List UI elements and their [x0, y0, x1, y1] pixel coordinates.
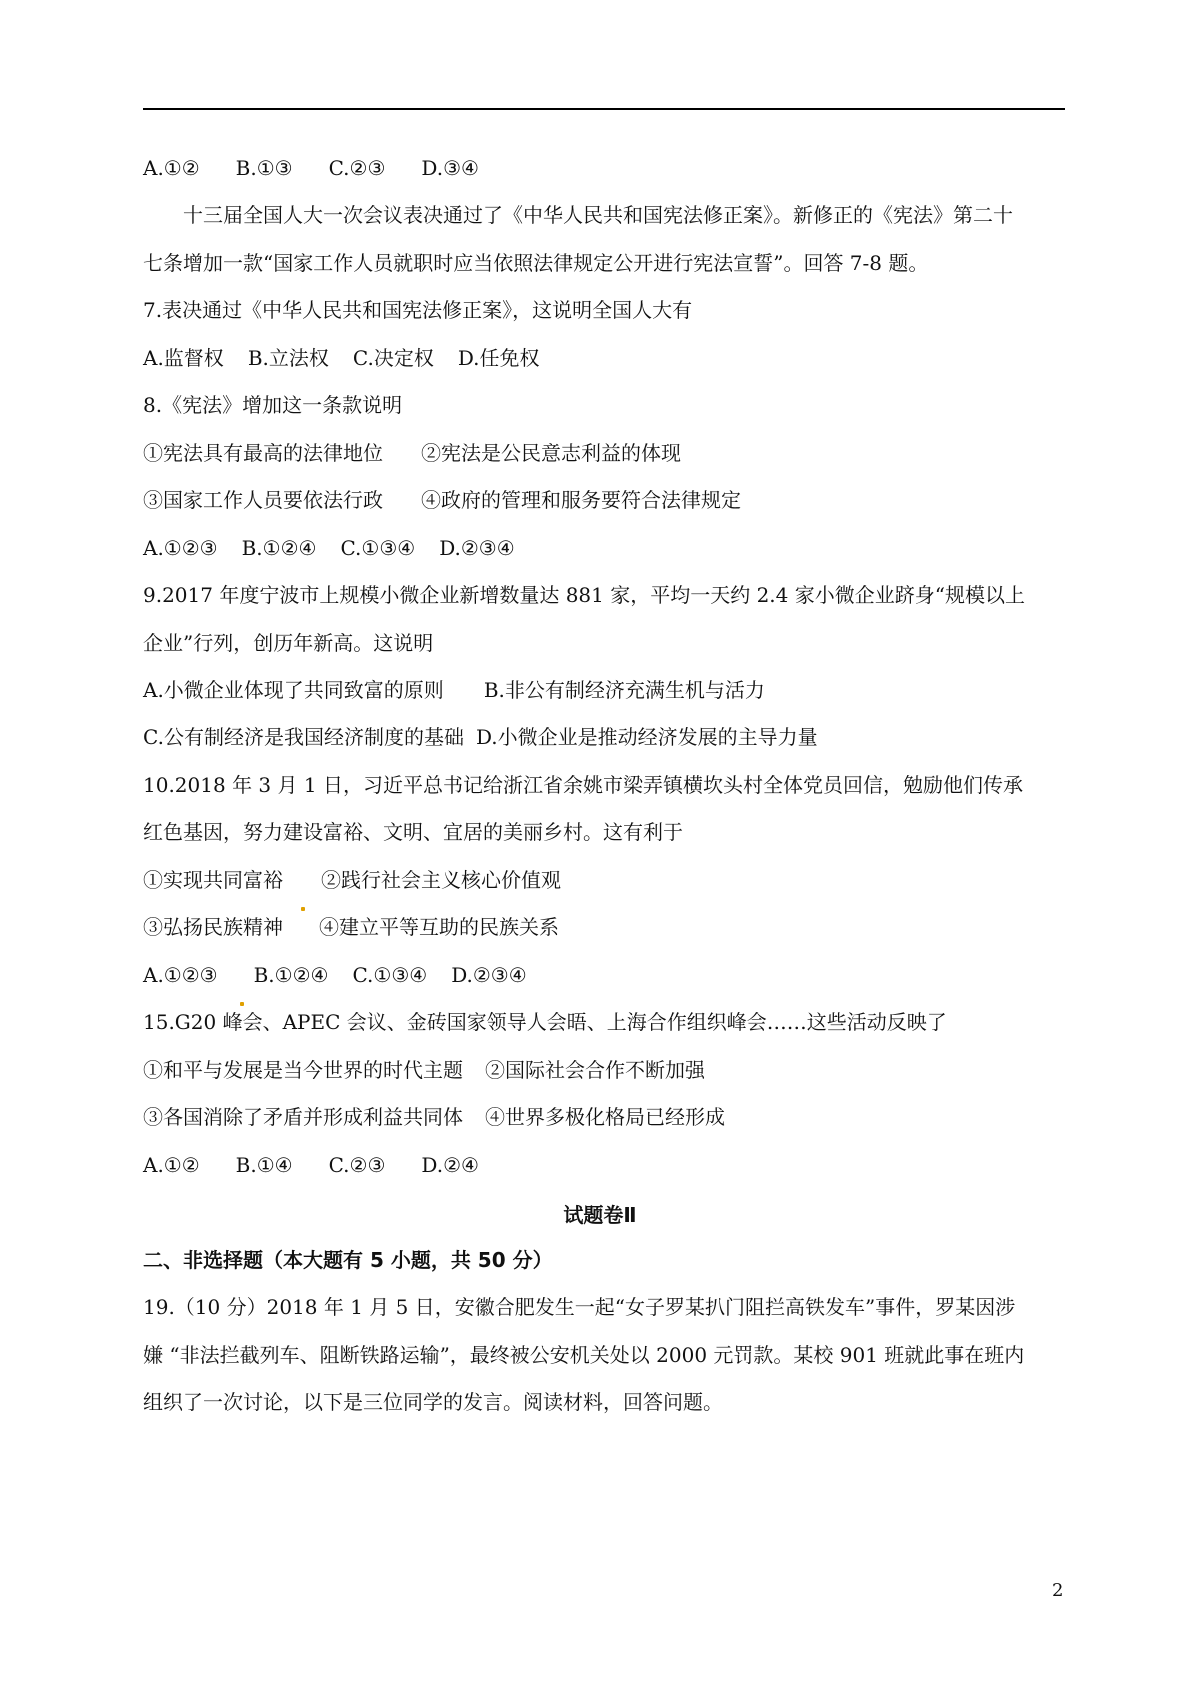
option-a: A.①②③: [143, 963, 218, 987]
section-title: 试题卷Ⅱ: [563, 1203, 637, 1227]
q19-line-3: 组织了一次讨论，以下是三位同学的发言。阅读材料，回答问题。: [143, 1390, 723, 1414]
option-a: A.①②: [143, 156, 200, 180]
q7-stem: 7.表决通过《中华人民共和国宪法修正案》，这说明全国人大有: [143, 298, 693, 322]
q15-item-2: ②国际社会合作不断加强: [485, 1058, 705, 1082]
q7-options: [143, 345, 540, 371]
q15-items-row-2: [143, 1104, 725, 1130]
q19-line-1: 19.（10 分）2018 年 1 月 5 日，安徽合肥发生一起“女子罗某扒门阻拦高铁发车”事件，罗某因涉: [143, 1295, 1016, 1319]
q10-options: [143, 962, 527, 988]
option-c: C.决定权: [352, 346, 434, 370]
q8-item-3: ③国家工作人员要依法行政: [143, 488, 383, 512]
q9-line-1: 9.2017 年度宁波市上规模小微企业新增数量达 881 家，平均一天约 2.4 家小微企业跻身“规模以上: [143, 583, 1025, 607]
intro-78-line-2: 七条增加一款“国家工作人员就职时应当依照法律规定公开进行宪法宣誓”。回答 7-8 题。: [143, 251, 929, 275]
q8-items-row-1: [143, 440, 681, 466]
option-b: B.①④: [235, 1153, 293, 1177]
q15-item-3: ③各国消除了矛盾并形成利益共同体: [143, 1105, 463, 1129]
option-a: A.小微企业体现了共同致富的原则: [143, 678, 444, 702]
q6-options: [143, 155, 479, 181]
section-heading: 二、非选择题（本大题有 5 小题，共 50 分）: [143, 1248, 553, 1272]
option-c: C.②③: [328, 156, 386, 180]
option-c: C.①③④: [340, 536, 416, 560]
q10-items-row-1: [143, 867, 561, 893]
option-d: D.任免权: [457, 346, 540, 370]
q8-stem: 8.《宪法》增加这一条款说明: [143, 393, 403, 417]
option-d: D.②③④: [439, 536, 515, 560]
option-b: B.立法权: [247, 346, 329, 370]
option-d: D.②③④: [451, 963, 527, 987]
q15-options: [143, 1152, 479, 1178]
option-d: D.小微企业是推动经济发展的主导力量: [475, 725, 818, 749]
option-a: A.监督权: [143, 346, 224, 370]
option-b: B.非公有制经济充满生机与活力: [483, 678, 765, 702]
q10-line-1: 10.2018 年 3 月 1 日，习近平总书记给浙江省余姚市梁弄镇横坎头村全体党员回信，勉励他们传承: [143, 773, 1023, 797]
q8-item-4: ④政府的管理和服务要符合法律规定: [421, 488, 741, 512]
option-a: A.①②③: [143, 536, 218, 560]
q8-item-1: ①宪法具有最高的法律地位: [143, 441, 383, 465]
q8-items-row-2: [143, 487, 741, 513]
q10-items-row-2: [143, 914, 559, 940]
q9-options-row-1: [143, 677, 765, 703]
q9-line-2: 企业”行列，创历年新高。这说明: [143, 631, 434, 655]
q10-item-3: ③弘扬民族精神: [143, 915, 283, 939]
q15-items-row-1: [143, 1057, 705, 1083]
option-b: B.①②④: [241, 536, 317, 560]
option-c: C.公有制经济是我国经济制度的基础: [143, 725, 464, 749]
option-a: A.①②: [143, 1153, 200, 1177]
q8-options: [143, 535, 515, 561]
intro-78-line-1: 十三届全国人大一次会议表决通过了《中华人民共和国宪法修正案》。新修正的《宪法》第二十: [183, 203, 1013, 227]
page-number: 2: [1052, 1580, 1064, 1601]
header-rule: [143, 108, 1065, 110]
q15-item-1: ①和平与发展是当今世界的时代主题: [143, 1058, 463, 1082]
q8-item-2: ②宪法是公民意志利益的体现: [421, 441, 681, 465]
q15-item-4: ④世界多极化格局已经形成: [485, 1105, 725, 1129]
option-b: B.①③: [235, 156, 293, 180]
q19-line-2: 嫌 “非法拦截列车、阻断铁路运输”，最终被公安机关处以 2000 元罚款。某校 901 班就此事在班内: [143, 1343, 1025, 1367]
option-c: C.①③④: [352, 963, 428, 987]
q10-item-1: ①实现共同富裕: [143, 868, 283, 892]
option-c: C.②③: [328, 1153, 386, 1177]
q10-item-4: ④建立平等互助的民族关系: [319, 915, 559, 939]
q10-item-2: ②践行社会主义核心价值观: [321, 868, 561, 892]
option-d: D.③④: [421, 156, 479, 180]
q10-line-2: 红色基因，努力建设富裕、文明、宜居的美丽乡村。这有利于: [143, 820, 683, 844]
option-b: B.①②④: [253, 963, 329, 987]
option-d: D.②④: [421, 1153, 479, 1177]
q15-stem: 15.G20 峰会、APEC 会议、金砖国家领导人会晤、上海合作组织峰会……这些活动反映了: [143, 1010, 947, 1034]
q9-options-row-2: [143, 724, 818, 750]
